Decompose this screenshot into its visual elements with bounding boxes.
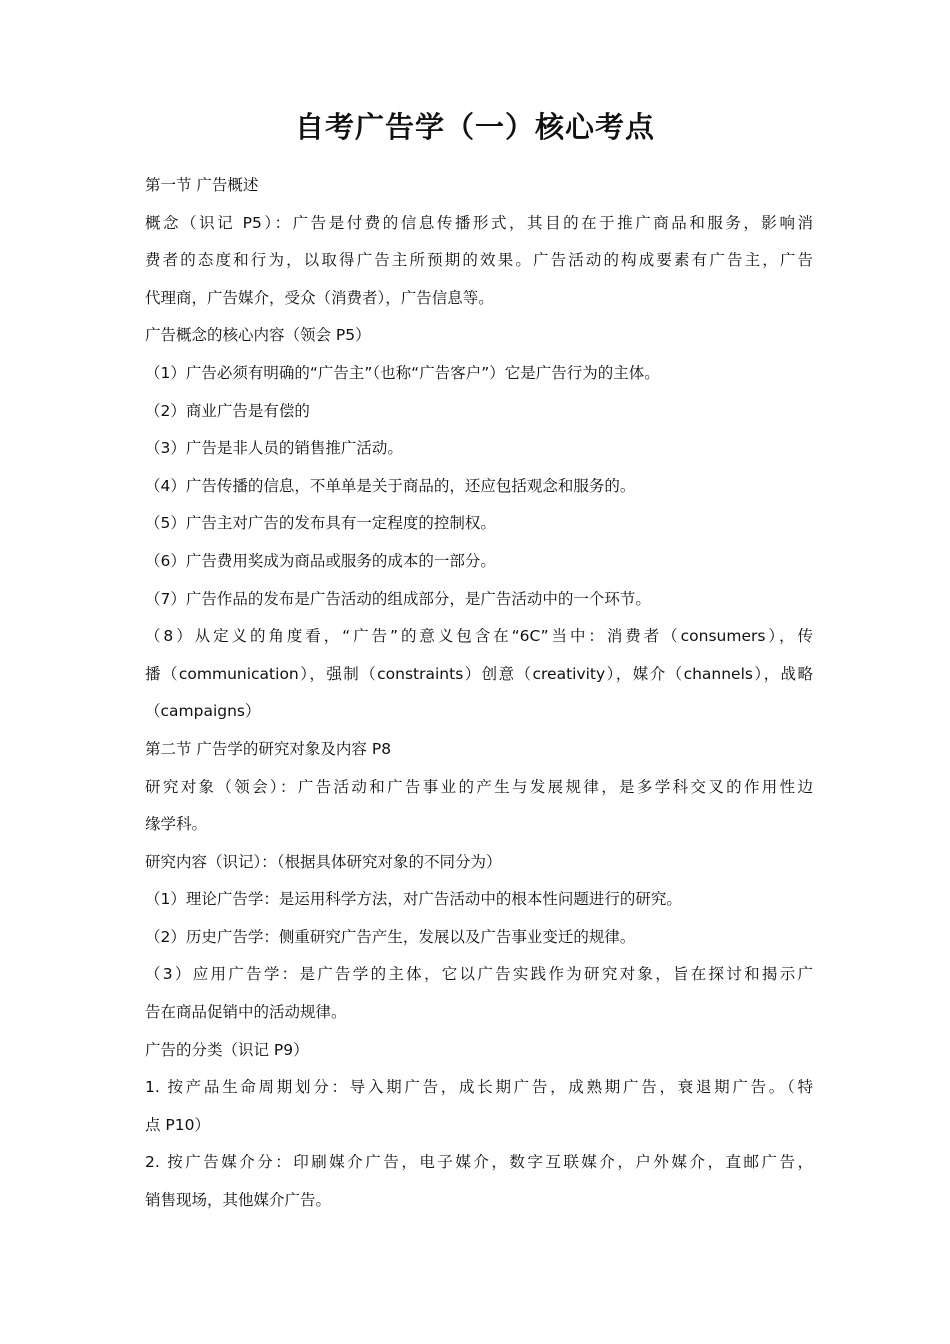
list-item: （3）应用广告学：是广告学的主体，它以广告实践作为研究对象，旨在探讨和揭示广: [145, 965, 813, 984]
list-item: （1）理论广告学：是运用科学方法，对广告活动中的根本性问题进行的研究。: [145, 890, 682, 909]
list-item: 2. 按广告媒介分：印刷媒介广告，电子媒介，数字互联媒介，户外媒介，直邮广告，: [145, 1153, 813, 1172]
list-item: （2）历史广告学：侧重研究广告产生，发展以及广告事业变迁的规律。: [145, 927, 636, 946]
list-item: （6）广告费用奖成为商品或服务的成本的一部分。: [145, 551, 496, 570]
list-item: （2）商业广告是有偿的: [145, 401, 310, 420]
list-item: （4）广告传播的信息，不单单是关于商品的，还应包括观念和服务的。: [145, 476, 636, 495]
list-item-continued: 告在商品促销中的活动规律。: [145, 1003, 347, 1022]
paragraph-line: 研究对象（领会）：广告活动和广告事业的产生与发展规律，是多学科交叉的作用性边: [145, 777, 813, 796]
document-title: 自考广告学（一）核心考点: [294, 110, 655, 144]
list-item: （7）广告作品的发布是广告活动的组成部分，是广告活动中的一个环节。: [145, 589, 651, 608]
list-item: 1. 按产品生命周期划分：导入期广告，成长期广告，成熟期广告，衰退期广告。（特: [145, 1078, 813, 1097]
list-item-continued: （campaigns）: [145, 702, 261, 721]
section-heading-2: 第二节 广告学的研究对象及内容 P8: [145, 739, 392, 758]
list-item: （1）广告必须有明确的“广告主”（也称“广告客户”）它是广告行为的主体。: [145, 363, 660, 382]
section-heading-1: 第一节 广告概述: [145, 176, 259, 194]
paragraph-line: 概念（识记 P5）：广告是付费的信息传播形式，其目的在于推广商品和服务，影响消: [145, 213, 813, 232]
list-item-continued: 点 P10）: [145, 1115, 210, 1134]
list-item: （3）广告是非人员的销售推广活动。: [145, 439, 403, 458]
list-item: （5）广告主对广告的发布具有一定程度的控制权。: [145, 514, 496, 533]
list-item: （8）从定义的角度看，“广告”的意义包含在“6C”当中：消费者（consumers），传: [145, 627, 813, 646]
paragraph-line: 费者的态度和行为，以取得广告主所预期的效果。广告活动的构成要素有广告主，广告: [145, 251, 813, 270]
list-item-continued: 播（communication），强制（constraints）创意（creativity），媒介（channels），战略: [145, 664, 813, 683]
subheading-line: 广告概念的核心内容（领会 P5）: [145, 326, 371, 345]
paragraph-line: 代理商，广告媒介，受众（消费者），广告信息等。: [145, 288, 494, 307]
paragraph-line: 缘学科。: [145, 815, 208, 834]
subheading-line: 研究内容（识记）：（根据具体研究对象的不同分为）: [145, 852, 502, 871]
list-item-continued: 销售现场，其他媒介广告。: [145, 1191, 332, 1210]
document-body: [145, 167, 813, 1220]
subheading-line: 广告的分类（识记 P9）: [145, 1040, 309, 1059]
